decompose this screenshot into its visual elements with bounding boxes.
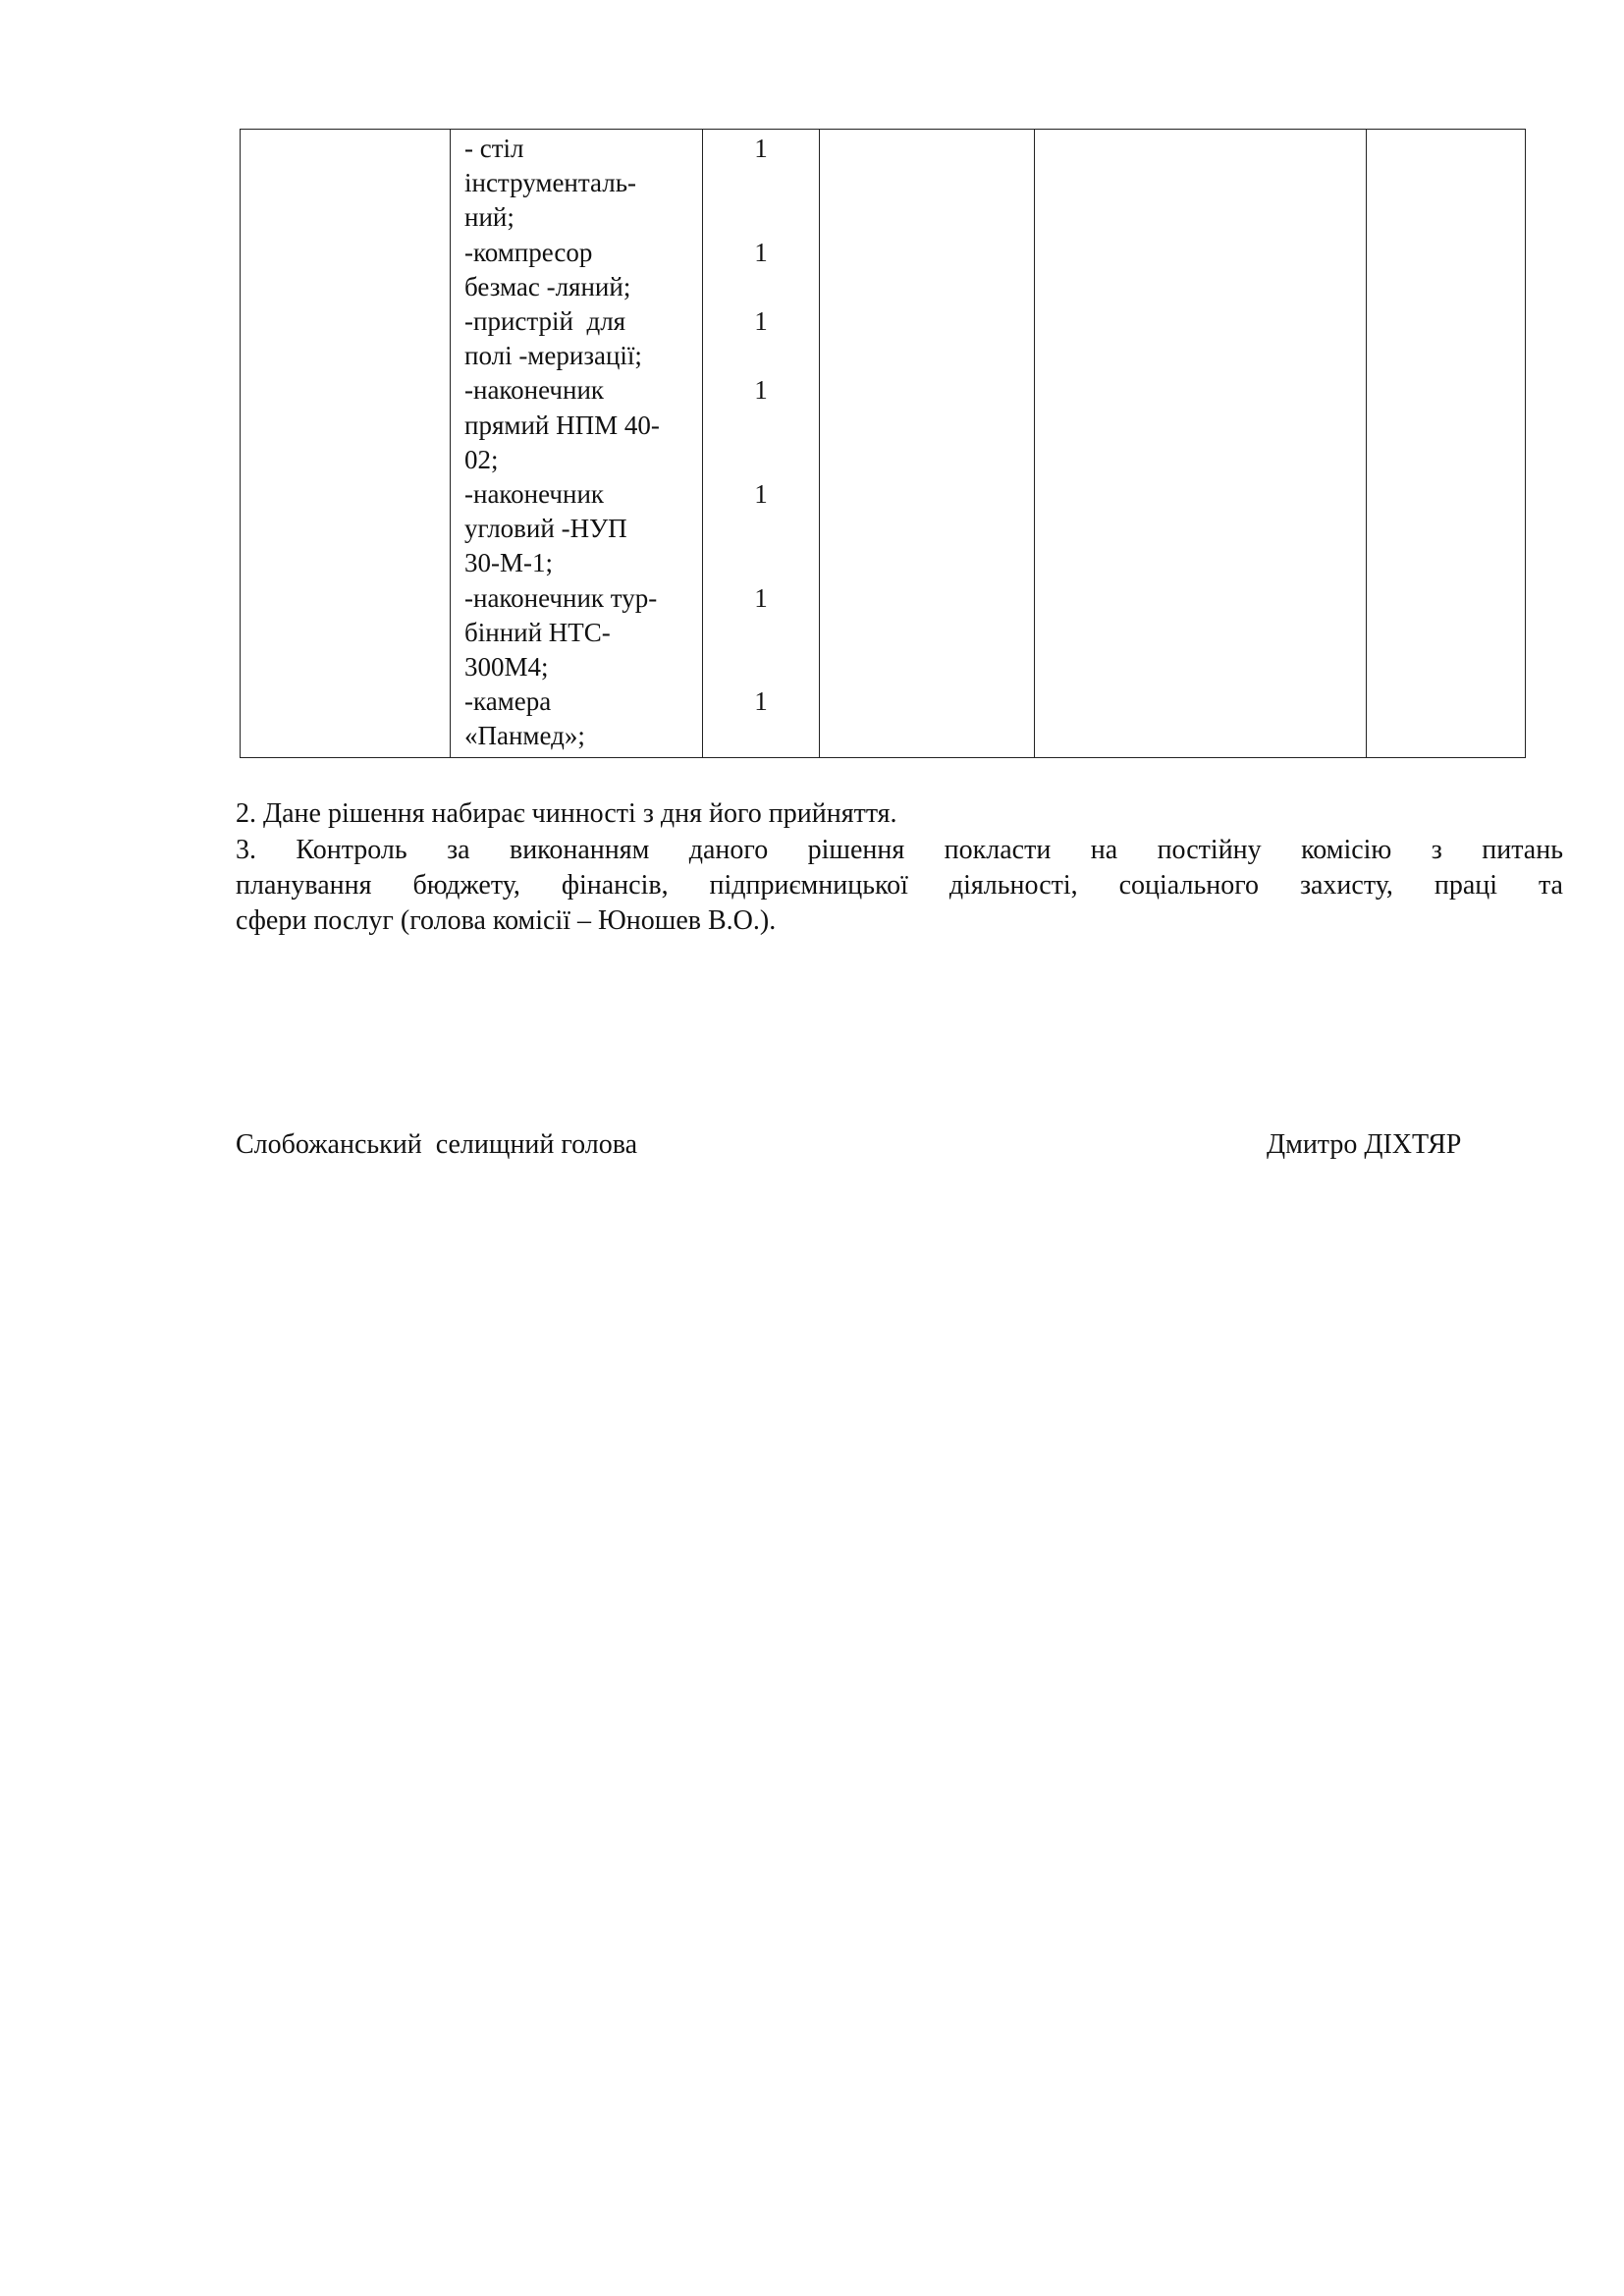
equipment-item: [464, 373, 694, 477]
quantity-item: [703, 684, 819, 753]
quantity-spacer: [703, 443, 819, 477]
equipment-item: [464, 477, 694, 581]
equipment-item-line: -наконечник тур-: [464, 582, 658, 613]
equipment-item-line: 02;: [464, 444, 499, 474]
table-cell-empty: [241, 130, 451, 758]
quantity-value: 1: [754, 375, 768, 406]
quantity-item: [703, 236, 819, 304]
equipment-item-line: бінний НТС-: [464, 617, 611, 647]
equipment-item: [464, 132, 694, 236]
quantity-value: 1: [754, 306, 768, 337]
quantity-item: [703, 477, 819, 581]
quantity-spacer: [703, 546, 819, 580]
equipment-item-line: полі -меризації;: [464, 341, 642, 371]
equipment-item-line: -пристрій для: [464, 306, 626, 337]
equipment-item-line: -камера: [464, 686, 552, 717]
equipment-item: [464, 684, 694, 753]
equipment-item: [464, 304, 694, 373]
table-cell-empty: [1035, 130, 1367, 758]
quantity-value: 1: [754, 582, 768, 613]
quantity-spacer: [703, 650, 819, 684]
equipment-table: [240, 129, 1526, 758]
quantity-spacer: [703, 512, 819, 546]
quantity-spacer: [703, 409, 819, 443]
equipment-names-cell: [451, 130, 703, 758]
paragraph-2-text: 2. Дане рішення набирає чинності з дня його прийняття.: [236, 798, 897, 829]
paragraph-3: [236, 833, 1563, 939]
paragraph-2: [236, 796, 1561, 832]
quantity-spacer: [703, 339, 819, 373]
equipment-item-line: 300М4;: [464, 652, 549, 683]
signature-position: Слобожанський селищний голова: [236, 1129, 638, 1160]
quantity-spacer: [703, 166, 819, 200]
equipment-item: [464, 236, 694, 304]
quantity-spacer: [703, 270, 819, 304]
equipment-item-line: 30-М-1;: [464, 548, 553, 578]
quantity-item: [703, 304, 819, 373]
equipment-item-line: інструменталь-: [464, 168, 636, 198]
quantity-item: [703, 132, 819, 236]
quantity-cell: [703, 130, 820, 758]
quantity-spacer: [703, 200, 819, 235]
equipment-item-line: «Панмед»;: [464, 721, 585, 751]
quantity-value: 1: [754, 134, 768, 163]
equipment-item-line: -наконечник: [464, 479, 605, 510]
quantity-item: [703, 373, 819, 477]
equipment-item-line: ний;: [464, 202, 514, 233]
equipment-item-line: -наконечник: [464, 375, 605, 406]
equipment-item-line: -компресор: [464, 237, 593, 267]
equipment-item-line: прямий НПМ 40-: [464, 410, 660, 440]
table-row: [241, 130, 1526, 758]
equipment-item-line: угловий -НУП: [464, 514, 627, 544]
quantity-value: 1: [754, 237, 768, 267]
table-cell-empty: [820, 130, 1035, 758]
equipment-item: [464, 581, 694, 685]
paragraph-3-line-2: планування бюджету, фінансів, підприємницької діяльності, соціального захисту, праці та: [236, 870, 1563, 901]
quantity-spacer: [703, 616, 819, 650]
equipment-item-line: безмас -ляний;: [464, 271, 631, 301]
paragraph-3-line-3: сфери послуг (голова комісії – Юношев В.О.).: [236, 905, 777, 936]
table-cell-empty: [1367, 130, 1526, 758]
paragraph-3-line-1: 3. Контроль за виконанням даного рішення покласти на постійну комісію з питань: [236, 835, 1563, 865]
equipment-item-line: - стіл: [464, 134, 524, 163]
quantity-spacer: [703, 719, 819, 753]
quantity-value: 1: [754, 686, 768, 717]
quantity-value: 1: [754, 479, 768, 510]
signature-name: Дмитро ДІХТЯР: [1267, 1129, 1462, 1160]
quantity-item: [703, 581, 819, 685]
